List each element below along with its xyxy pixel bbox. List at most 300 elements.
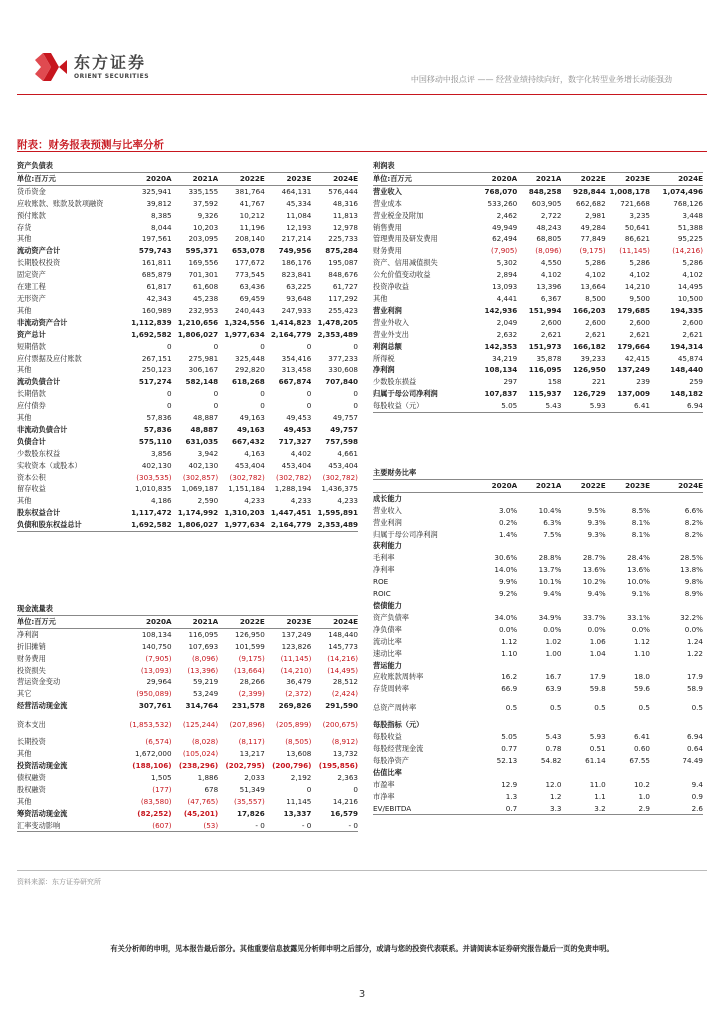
row-label: 经营活动现金流 [17, 701, 68, 711]
table-cell: 2,621 [682, 329, 703, 339]
table-cell: 6,367 [540, 293, 562, 303]
row-label: 每股经营现金流 [373, 744, 424, 754]
table-cell: 1.22 [686, 648, 703, 658]
table-cell: 33.1% [627, 612, 650, 622]
table-cell: 0.60 [633, 744, 650, 754]
table-cell: 8.5% [631, 505, 650, 515]
source-note: 资料来源：东方证券研究所 [17, 878, 101, 886]
table-cell: 86,621 [624, 234, 650, 244]
column-header: 2020A [125, 172, 172, 185]
table-cell: 1.04 [589, 648, 606, 658]
table-row [373, 803, 703, 815]
table-cell: 4,233 [244, 496, 265, 506]
table-row [17, 507, 358, 519]
table-cell: 582,148 [185, 377, 219, 387]
table-cell: 247,933 [281, 305, 312, 315]
table-cell [561, 492, 605, 504]
table-cell: 10.2% [582, 577, 606, 587]
row-label: 投资损失 [17, 665, 46, 675]
table-cell: 259 [689, 377, 703, 387]
table-cell: 2,722 [540, 210, 562, 220]
column-header: 2022E [561, 479, 605, 492]
table-row [17, 245, 358, 257]
table-cell: 10.1% [538, 577, 562, 587]
table-cell: (195,856) [318, 760, 358, 770]
table-row [17, 483, 358, 495]
table-cell: 1.00 [545, 648, 562, 658]
row-label: 净负债率 [373, 624, 402, 634]
table-cell: (82,252) [137, 808, 172, 818]
table-cell: 0 [306, 389, 312, 399]
row-label: 非流动资产合计 [17, 317, 68, 327]
table-cell: (14,216) [327, 653, 358, 663]
table-cell: 5.05 [473, 400, 517, 412]
row-label: 其他 [373, 293, 388, 303]
table-cell: 307,761 [138, 701, 172, 711]
table-cell: 9.4 [691, 779, 703, 789]
table-cell: 195,087 [328, 258, 358, 268]
row-label: 非流动负债合计 [17, 424, 68, 434]
table-cell: 126,950 [572, 365, 606, 375]
table-cell: (607) [125, 820, 172, 832]
table-row [17, 317, 358, 329]
table-cell: 1.1 [594, 791, 606, 801]
table-cell: (7,905) [491, 246, 518, 256]
table-row [373, 564, 703, 576]
row-label: 营业收入 [373, 186, 402, 196]
table-cell: 74.49 [682, 755, 703, 765]
table-cell: 1,210,656 [177, 317, 219, 327]
table-cell: 8.2% [684, 529, 703, 539]
page-number: 3 [358, 989, 366, 1000]
table-cell: 5.43 [517, 400, 561, 412]
table-header-row [17, 615, 358, 628]
column-header: 2022E [218, 172, 265, 185]
table-cell: 0 [167, 389, 172, 399]
table-cell: 5,286 [585, 258, 606, 268]
row-label: 投资活动现金流 [17, 760, 68, 770]
table-cell: 757,598 [325, 436, 358, 446]
table-cell: 45,874 [677, 353, 703, 363]
row-label: 利润总额 [373, 341, 402, 351]
table-cell: 579,743 [138, 246, 172, 256]
table-row [373, 257, 703, 269]
table-row [17, 222, 358, 234]
table-cell: (302,782) [276, 472, 312, 482]
table-cell: 1.24 [686, 636, 703, 646]
table-cell [650, 767, 703, 779]
table-cell: 17.9 [686, 672, 703, 682]
table-cell: 2,590 [197, 496, 219, 506]
row-label: 预付账款 [17, 210, 46, 220]
table-cell: 123,826 [281, 641, 312, 651]
table-cell: 148,440 [670, 365, 703, 375]
row-label: 归属于母公司净利润 [373, 529, 438, 539]
table-cell: 3.3 [517, 803, 561, 815]
row-label: 应收账款、账款及款项融资 [17, 198, 104, 208]
table-header-row [17, 172, 358, 185]
table-row [373, 743, 703, 755]
table-cell: (302,782) [229, 472, 265, 482]
table-cell: 77,849 [580, 234, 606, 244]
table-cell: (1,853,532) [129, 719, 172, 729]
table-cell: 749,956 [278, 246, 312, 256]
table-cell [473, 767, 517, 779]
table-cell: 773,545 [235, 270, 265, 280]
row-label: 投资净收益 [373, 282, 409, 292]
balance-sheet-table [17, 160, 358, 532]
table-cell: 0.7 [473, 803, 517, 815]
table-cell: 93,648 [286, 293, 312, 303]
table-cell: 1,288,194 [274, 484, 312, 494]
table-cell: 2,621 [585, 329, 606, 339]
table-row [373, 492, 703, 504]
table-cell: 0 [213, 389, 219, 399]
table-cell: 137,249 [281, 629, 312, 639]
source-divider [17, 870, 707, 871]
table-title-row [373, 467, 703, 479]
table-cell: 161,811 [141, 258, 172, 268]
table-cell: (6,574) [145, 737, 172, 747]
row-label: 少数股东损益 [373, 377, 417, 387]
table-cell: 4,233 [290, 496, 312, 506]
table-cell: 37,592 [193, 198, 219, 208]
table-cell: 0.5 [638, 702, 650, 712]
table-cell: 1,112,839 [131, 317, 172, 327]
row-label: 股东权益合计 [17, 508, 61, 518]
column-header: 2024E [650, 172, 703, 185]
table-cell: 5,286 [629, 258, 650, 268]
table-cell: 575,110 [138, 436, 172, 446]
table-cell: 28.4% [627, 553, 650, 563]
table-cell: (303,535) [136, 472, 172, 482]
table-cell: 4,661 [337, 448, 358, 458]
table-cell: (8,912) [331, 737, 358, 747]
table-cell: 8,385 [151, 210, 172, 220]
table-row [373, 329, 703, 341]
table-cell: 9.8% [684, 577, 703, 587]
table-cell: 3.2 [561, 803, 605, 815]
table-cell: 2,049 [496, 317, 518, 327]
table-cell: (202,795) [225, 760, 265, 770]
table-cell: 0.5 [505, 702, 518, 712]
table-row [373, 624, 703, 636]
table-cell: 685,879 [141, 270, 172, 280]
table-cell: 2.6 [650, 803, 703, 815]
table-cell: 13,217 [239, 749, 265, 759]
table-cell: 4,402 [290, 448, 312, 458]
table-cell: 197,561 [141, 234, 172, 244]
row-label: 汇率变动影响 [17, 820, 125, 832]
table-cell [517, 767, 561, 779]
header-divider [17, 94, 707, 95]
table-row [373, 695, 703, 719]
table-cell: 10,500 [677, 293, 703, 303]
column-header: 2024E [650, 479, 703, 492]
table-cell: 54.82 [540, 755, 562, 765]
table-row [373, 660, 703, 672]
table-cell: 0.64 [686, 744, 703, 754]
table-cell: 2,894 [496, 270, 518, 280]
table-cell: 39,233 [580, 353, 606, 363]
table-cell: (200,796) [272, 760, 312, 770]
table-cell: 108,134 [141, 629, 172, 639]
table-cell: 12,193 [286, 222, 312, 232]
table-cell: 1,886 [197, 772, 219, 782]
table-cell: 169,556 [188, 258, 219, 268]
row-label: 其他 [17, 413, 32, 423]
table-cell: 13,396 [536, 282, 562, 292]
table-cell: 49,757 [330, 424, 358, 434]
row-label: 资本公积 [17, 472, 46, 482]
table-cell: 1,447,451 [270, 508, 312, 518]
table-cell: (2,372) [285, 689, 312, 699]
table-row [373, 600, 703, 612]
table-cell: (9,175) [579, 246, 606, 256]
table-row [17, 772, 358, 784]
table-cell: 1,174,992 [177, 508, 219, 518]
table-cell: 4,186 [151, 496, 172, 506]
table-cell: 0 [260, 389, 265, 399]
table-cell: 603,905 [531, 198, 562, 208]
table-cell: 0 [353, 341, 358, 351]
table-cell: 48,316 [332, 198, 358, 208]
column-header: 2023E [606, 479, 650, 492]
table-row [17, 424, 358, 436]
table-cell: 1.02 [545, 636, 562, 646]
table-cell: 0 [353, 401, 358, 411]
table-cell: 166,203 [572, 305, 606, 315]
table-cell: 823,841 [281, 270, 312, 280]
row-label: 存货周转率 [373, 684, 409, 694]
table-cell: 2,600 [682, 317, 703, 327]
table-cell: 9.2% [498, 589, 518, 599]
row-label: 营业外支出 [373, 329, 409, 339]
table-row [17, 269, 358, 281]
table-cell: 1,010,835 [135, 484, 172, 494]
table-cell: 232,953 [188, 305, 219, 315]
row-label: 流动负债合计 [17, 377, 61, 387]
table-cell: 0.0% [498, 624, 518, 634]
table-cell: 517,274 [138, 377, 172, 387]
table-cell: 6.41 [606, 400, 650, 412]
table-cell: 29,964 [146, 677, 172, 687]
table-cell: 306,167 [188, 365, 219, 375]
table-cell [650, 600, 703, 612]
table-cell: (13,396) [187, 665, 219, 675]
table-cell: 58.9 [686, 684, 703, 694]
table-cell [650, 660, 703, 672]
row-label: 长期股权投资 [17, 258, 61, 268]
table-cell: 0 [306, 784, 312, 794]
table-row [17, 700, 358, 712]
table-cell: 269,826 [278, 701, 312, 711]
row-label: 货币资金 [17, 186, 46, 196]
table-cell: 618,268 [232, 377, 265, 387]
table-cell: 33.7% [582, 612, 606, 622]
table-cell: 0.0% [684, 624, 703, 634]
table-cell: 194,335 [670, 305, 703, 315]
table-cell: 145,773 [328, 641, 358, 651]
table-cell: 28.8% [538, 553, 562, 563]
table-row [17, 329, 358, 341]
table-cell [473, 600, 517, 612]
table-row [373, 376, 703, 388]
table-cell: 2,164,779 [265, 519, 312, 531]
table-cell: 28,512 [332, 677, 358, 687]
row-label: 资产、信用减值损失 [373, 258, 438, 268]
table-cell: 662,682 [575, 198, 606, 208]
table-row [373, 576, 703, 588]
table-cell: 17.9 [589, 672, 606, 682]
table-cell: 160,989 [141, 305, 172, 315]
table-cell: 137,249 [617, 365, 650, 375]
table-cell: (11,145) [619, 246, 650, 256]
table-row [373, 779, 703, 791]
column-header: 2024E [311, 172, 358, 185]
table-cell: (14,216) [672, 246, 703, 256]
table-cell: 2,981 [585, 210, 606, 220]
table-row [17, 760, 358, 772]
table-cell: 14,216 [332, 796, 358, 806]
table-cell: 3,448 [682, 210, 703, 220]
table-cell: 2,164,779 [270, 329, 312, 339]
table-cell: (11,145) [280, 653, 312, 663]
table-row [373, 755, 703, 767]
row-label: 总资产周转率 [373, 702, 417, 712]
table-cell: 267,151 [141, 353, 172, 363]
table-row [373, 505, 703, 517]
row-label: 营业成本 [373, 198, 402, 208]
table-row [17, 676, 358, 688]
table-cell: 166,182 [572, 341, 606, 351]
table-cell: 9,326 [197, 210, 219, 220]
table-cell: 49,163 [237, 424, 265, 434]
table-cell [561, 600, 605, 612]
table-row [373, 791, 703, 803]
table-row [17, 353, 358, 365]
table-cell: 28.5% [680, 553, 703, 563]
table-cell: 928,844 [572, 186, 606, 196]
row-label: 营运资金变动 [17, 677, 61, 687]
table-cell: 1,806,027 [172, 519, 219, 531]
table-row [373, 648, 703, 660]
table-cell: (950,089) [136, 689, 172, 699]
row-label: 资本支出 [17, 719, 46, 729]
table-cell: 2,353,489 [311, 519, 358, 531]
row-label: 长期借款 [17, 389, 46, 399]
column-header: 2021A [172, 615, 219, 628]
table-cell: 2,363 [337, 772, 358, 782]
table-cell: 116,095 [528, 365, 562, 375]
cash-flow-table [17, 603, 358, 832]
table-row [17, 472, 358, 484]
table-cell: (2,424) [331, 689, 358, 699]
row-label: 长期投资 [17, 737, 46, 747]
table-row [373, 269, 703, 281]
table-cell: 0 [306, 401, 312, 411]
table-row [373, 400, 703, 412]
table-cell: (53) [172, 820, 219, 832]
column-header: 2023E [265, 615, 312, 628]
table-cell: 186,176 [281, 258, 312, 268]
table-cell: 1,324,556 [224, 317, 265, 327]
table-row [373, 222, 703, 234]
table-cell: 667,432 [232, 436, 265, 446]
table-title: 主要财务比率 [373, 467, 703, 479]
table-cell: 240,443 [235, 305, 265, 315]
table-cell: 28.7% [582, 553, 606, 563]
table-row [373, 281, 703, 293]
table-cell: (200,675) [322, 719, 358, 729]
table-cell: (14,210) [280, 665, 312, 675]
table-cell: 34.0% [494, 612, 518, 622]
table-row [17, 736, 358, 748]
table-cell [606, 600, 650, 612]
row-label: EV/EBITDA [373, 803, 473, 815]
table-cell: 314,764 [185, 701, 219, 711]
table-cell: 325,448 [235, 353, 265, 363]
table-row [373, 588, 703, 600]
table-row [17, 460, 358, 472]
table-cell [650, 719, 703, 731]
row-label: 营业利润 [373, 305, 402, 315]
table-cell: 6.94 [686, 732, 703, 742]
table-cell: 5,286 [682, 258, 703, 268]
table-cell: 17,826 [237, 808, 265, 818]
row-label: 净利润 [17, 629, 39, 639]
table-cell: 142,936 [484, 305, 518, 315]
table-cell: 1,478,205 [317, 317, 358, 327]
row-label: 应付票据及应付账款 [17, 353, 82, 363]
table-cell: 11,196 [239, 222, 265, 232]
table-row [373, 293, 703, 305]
table-cell: 1.10 [501, 648, 518, 658]
table-cell: 10.0% [627, 577, 650, 587]
table-cell: 221 [591, 377, 606, 387]
table-row [17, 712, 358, 736]
row-label: 资产总计 [17, 329, 46, 339]
row-label: 营业税金及附加 [373, 210, 424, 220]
table-cell: 2,353,489 [317, 329, 358, 339]
table-cell: 42,343 [146, 293, 172, 303]
table-cell: 875,284 [325, 246, 358, 256]
table-cell: 0.5 [550, 702, 562, 712]
table-cell [561, 540, 605, 552]
table-cell: 126,729 [572, 389, 606, 399]
table-cell: - 0 [311, 820, 358, 832]
table-cell: 3,235 [629, 210, 650, 220]
column-header: 2020A [473, 479, 517, 492]
table-cell: 13,608 [286, 749, 312, 759]
column-header: 2022E [218, 615, 265, 628]
table-row [373, 767, 703, 779]
table-cell: 52.13 [496, 755, 518, 765]
row-label: 其他 [17, 796, 32, 806]
table-cell [473, 660, 517, 672]
table-cell: 4,102 [629, 270, 650, 280]
table-cell: 9.5% [587, 505, 606, 515]
table-cell: 6.94 [650, 400, 703, 412]
table-cell: 51,349 [239, 784, 265, 794]
column-header: 2023E [265, 172, 312, 185]
table-cell: 108,134 [484, 365, 518, 375]
table-row [17, 412, 358, 424]
table-cell: 255,423 [328, 305, 358, 315]
table-cell: 116,095 [188, 629, 219, 639]
table-cell: (302,782) [322, 472, 358, 482]
table-row [17, 628, 358, 640]
